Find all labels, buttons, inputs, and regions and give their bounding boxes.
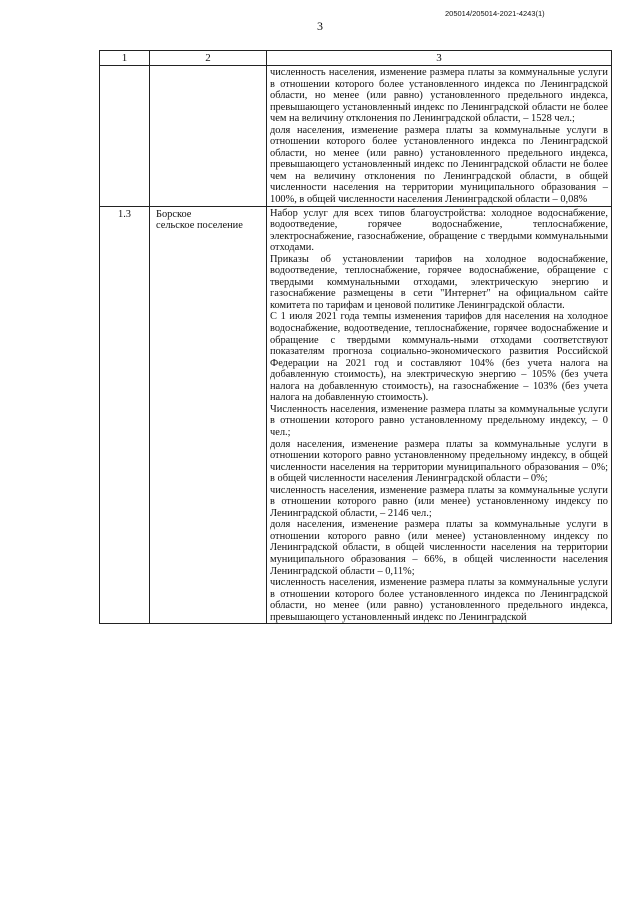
municipality-cell <box>150 66 267 207</box>
paragraph: численность населения, изменение размера платы за коммунальные услуги в отношении которого равно (или менее) установленному индексу по Ленинградской области, – 2146 чел.; <box>270 484 608 519</box>
table-row <box>100 66 612 207</box>
paragraph: доля населения, изменение размера платы за коммунальные услуги в отношении которого более установленного индекса по Ленинградской области, но менее (или равно) установленного предельного индекса, превышающего установленный индекс по Ленинградской области не более чем на величину отклонения по Ленинградской области, в общей численности населения на территории муниципального образования – 100%, в общей численности населения Ленинградской области – 0,08% <box>270 124 608 206</box>
table-header-row <box>100 51 612 66</box>
column-header: 1 <box>100 51 150 66</box>
paragraph: доля населения, изменение размера платы за коммунальные услуги в отношении которого равно (или менее) установленному индексу по Ленинградской области, в общей численности населения на территории муниципального образования – 66%, в общей численности населения Ленинградской области – 0,11%; <box>270 519 608 577</box>
municipality-name-line: сельское поселение <box>156 220 243 232</box>
document-id: 205014/205014-2021-4243(1) <box>445 9 545 18</box>
paragraph: Приказы об установлении тарифов на холодное водоснабжение, водоотведение, теплоснабжение, горячее водоснабжение, обращение с твердыми коммунальными отходами, электрическую энергию и газоснабжение размещены в сети "Интернет" на официальном сайте комитета по тарифам и ценовой политике Ленинградской области. <box>270 253 608 311</box>
municipality-cell <box>150 206 267 624</box>
column-header: 2 <box>150 51 267 66</box>
paragraph: доля населения, изменение размера платы за коммунальные услуги в отношении которого равно установленному предельному индексу, в общей численности населения на территории муниципального образования – 0%; в общей численности населения Ленинградской области – 0%; <box>270 438 608 485</box>
paragraph: численность населения, изменение размера платы за коммунальные услуги в отношении которого более установленного индекса по Ленинградской области, но менее (или равно) установленного предельного индекса, превышающего установленный индекс по Ленинградской области не более чем на величину отклонения по Ленинградской области, – 1528 чел.; <box>270 67 608 125</box>
description-cell <box>267 206 612 624</box>
page-number: 3 <box>317 19 323 33</box>
paragraph: С 1 июля 2021 года темпы изменения тарифов для населения на холодное водоснабжение, водоотведение, теплоснабжение, горячее водоснабжение и обращение с твердыми коммуналь-ными отходами соответствуют показателям прогноза социально-экономического развития Российской Федерации на 2021 год и составляют 104% (без учета налога на добавленную стоимость), на электрическую энергию – 105% (без учета налога на добавленную стоимость), на газоснабжение – 103% (без учета налога на добавленную стоимость). <box>270 311 608 404</box>
row-number-cell: 1.3 <box>100 206 150 624</box>
paragraph: численность населения, изменение размера платы за коммунальные услуги в отношении которого более установленного индекса по Ленинградской области, но менее (или равно) установленного предельного индекса, превышающего установленный индекс по Ленинградской <box>270 577 608 623</box>
column-header: 3 <box>267 51 612 66</box>
table-row <box>100 206 612 624</box>
municipality-name-line: Борское <box>156 208 192 220</box>
paragraph: Набор услуг для всех типов благоустройства: холодное водоснабжение, водоотведение, горячее водоснабжение, теплоснабжение, электроснабжение, газоснабжение, обращение с твердыми коммунальными отходами. <box>270 207 608 254</box>
paragraph: Численность населения, изменение размера платы за коммунальные услуги в отношении которого равно установленному предельному индексу, – 0 чел.; <box>270 403 608 438</box>
description-cell <box>267 66 612 207</box>
data-table <box>99 50 612 624</box>
row-number-cell <box>100 66 150 207</box>
